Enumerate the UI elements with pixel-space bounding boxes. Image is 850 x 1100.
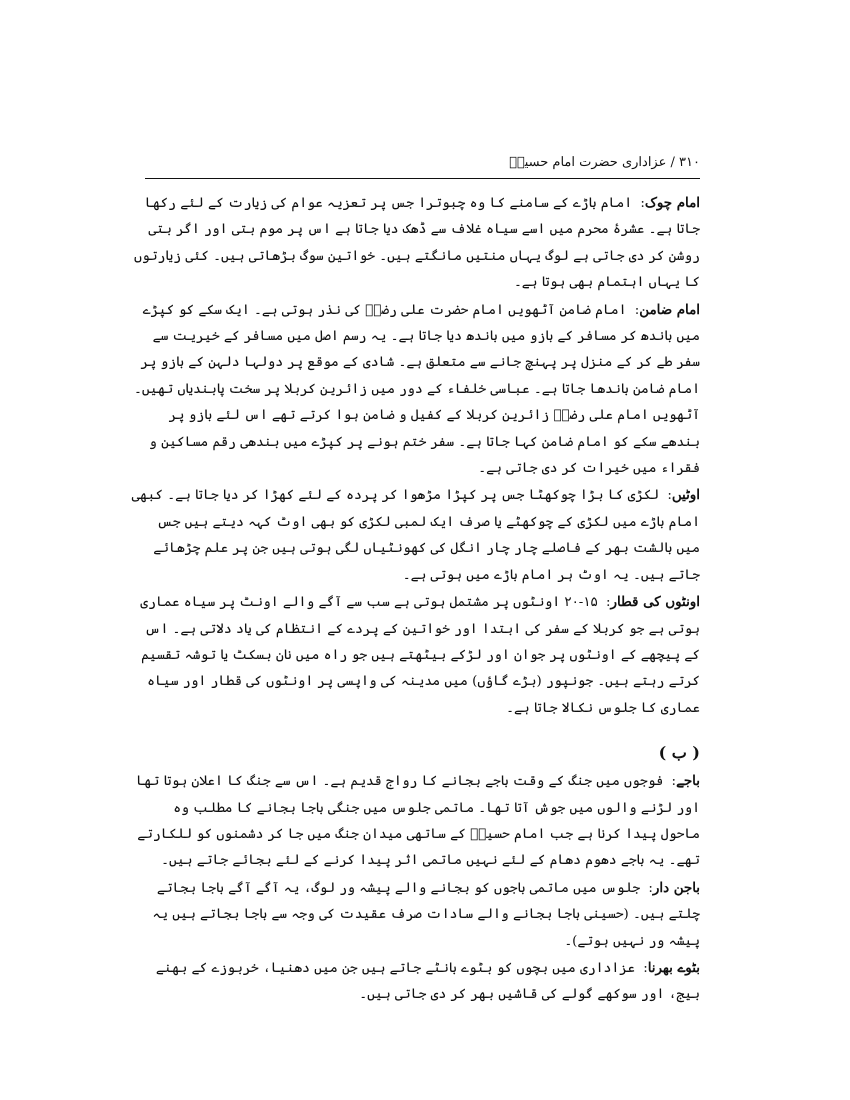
header-separator: / xyxy=(670,155,675,170)
entry-text: لکڑی کا بڑا چوکھٹا جس پر کپڑا مڑھوا کر پردہ کے لئے کھڑا کر دیا جاتا ہے۔ کبھی امام باڑے میں لکڑی کے چوکھٹے یا صرف ایک لمبی لکڑی کو بھی اوٹ کہہ دیتے ہیں جس میں بالشت بھر کے فاصلے چار چار انگل کی کھونٹیاں لگی ہوتی ہیں جن پر علم چڑھائے جاتے ہیں۔ یہ اوٹ ہر امام باڑے میں ہوتی ہے۔ xyxy=(131,488,700,583)
term-separator: : xyxy=(605,595,611,611)
header-rule xyxy=(145,178,700,179)
term-separator: : xyxy=(640,196,645,211)
entry-text: فوجوں میں جنگ کے وقت باجے بجانے کا رواج قدیم ہے۔ اس سے جنگ کا اعلان ہوتا تھا اور لڑنے والوں میں جوش آتا تھا۔ ماتمی جلوس میں جنگی باجا بجانے کا مطلب وہ ماحول پیدا کرنا ہے جب امام حسینؑ کے ساتھی میدان جنگ میں جا کر دشمنوں کو للکارتے تھے۔ یہ باجے دھوم دھام کے لئے نہیں ماتمی اثر پیدا کرنے کے لئے بجائے جاتے ہیں۔ xyxy=(135,774,700,869)
entry-otein xyxy=(130,482,700,589)
page-number: ۳۱۰ xyxy=(679,155,700,170)
entry-term: امام چوک xyxy=(644,195,700,211)
entry-baaje xyxy=(130,768,700,875)
entry-imam-chowk xyxy=(130,190,700,297)
entry-text: ۱۵-۲۰ اونٹوں پر مشتمل ہوتی ہے سب سے آگے والے اونٹ پر سیاہ عماری ہوتی ہے جو کربلا کے سفر کی ابتدا اور خواتین کے پردے کے انتظام کی یاد دلاتی ہے۔ اس کے پیچھے کے اونٹوں پر جوان اور لڑکے بیٹھتے ہیں جو راہ میں نان بسکٹ یا توشہ تقسیم کرتے رہتے ہیں۔ جونپور (بڑے گاؤں) میں مدینہ کی واپسی پر اونٹوں کی قطار اور سیاہ عماری کا جلوس نکالا جاتا ہے۔ xyxy=(140,595,700,716)
entry-imam-zamin xyxy=(130,297,700,483)
entry-batwe-bharna xyxy=(130,955,700,1009)
term-separator: : xyxy=(643,960,648,976)
entry-term: باجے xyxy=(676,773,700,790)
entry-term: بٹوے بھرنا xyxy=(647,959,700,976)
term-separator: : xyxy=(667,488,672,504)
entry-term: اونٹوں کی قطار xyxy=(610,594,700,611)
running-header xyxy=(145,150,700,176)
section-heading-b: ( ب ) xyxy=(658,743,700,763)
entry-text: امام باڑے کے سامنے کا وہ چبوترا جس پر تعزیہ عوام کی زیارت کے لئے رکھا جاتا ہے۔ عشرۂ محرم میں اسے سیاہ غلاف سے ڈھک دیا جاتا ہے اس پر موم بتی اور اگر بتی روشن کر دی جاتی ہے لوگ یہاں منتیں مانگتے ہیں۔ خواتین سوگ بڑھاتی ہیں۔ کئی زیارتوں کا یہاں اہتمام بھی ہوتا ہے۔ xyxy=(134,196,700,291)
term-separator: : xyxy=(634,302,640,318)
entry-baajan-daar xyxy=(130,875,700,955)
entry-term: اوٹیں xyxy=(671,487,700,504)
entry-term: باجن دار xyxy=(652,879,700,896)
entry-text: جلوس میں ماتمی باجوں کو بجانے والے پیشہ ور لوگ، یہ آگے آگے باجا بجاتے چلتے ہیں۔ (حسینی باجا بجانے والے سادات صرف عقیدت کی وجہ سے باجا بجاتے ہیں یہ پیشہ ور نہیں ہوتے)۔ xyxy=(152,880,700,949)
entry-text: عزاداری میں بچوں کو بٹوے بانٹے جاتے ہیں جن میں دھنیا، خربوزے کے بھنے بیج، اور سوکھے گولے کی قاشیں بھر کر دی جاتی ہیں۔ xyxy=(155,960,700,1003)
entry-text: امام ضامن آٹھویں امام حضرت علی رضاؑ کی نذر ہوتی ہے۔ ایک سکے کو کپڑے میں باندھ کر مسافر کے بازو میں باندھ دیا جاتا ہے۔ یہ رسم اصل میں مسافر کے خیریت سے سفر طے کر کے منزل پر پہنچ جانے سے متعلق ہے۔ شادی کے موقع پر دولہا دلہن کے بازو پر امام ضامن باندھا جاتا ہے۔ عباسی خلفاء کے دور میں زائرین کربلا پر سخت پابندیاں تھیں۔ آٹھویں امام علی رضاؑ زائرین کربلا کے کفیل و ضامن ہوا کرتے تھے اس لئے بازو پر بندھے سکے کو امام ضامن کہا جاتا ہے۔ سفر ختم ہونے پر کپڑے میں بندھی رقم مساکین و فقراء میں خیرات کر دی جاتی ہے۔ xyxy=(134,302,700,477)
page-body xyxy=(130,190,700,1009)
book-title: عزاداری حضرت امام حسینؑ xyxy=(509,155,667,170)
term-separator: : xyxy=(648,880,653,896)
entry-term: امام ضامن xyxy=(639,301,700,318)
term-separator: : xyxy=(671,774,677,790)
entry-camel-caravan xyxy=(130,589,700,722)
